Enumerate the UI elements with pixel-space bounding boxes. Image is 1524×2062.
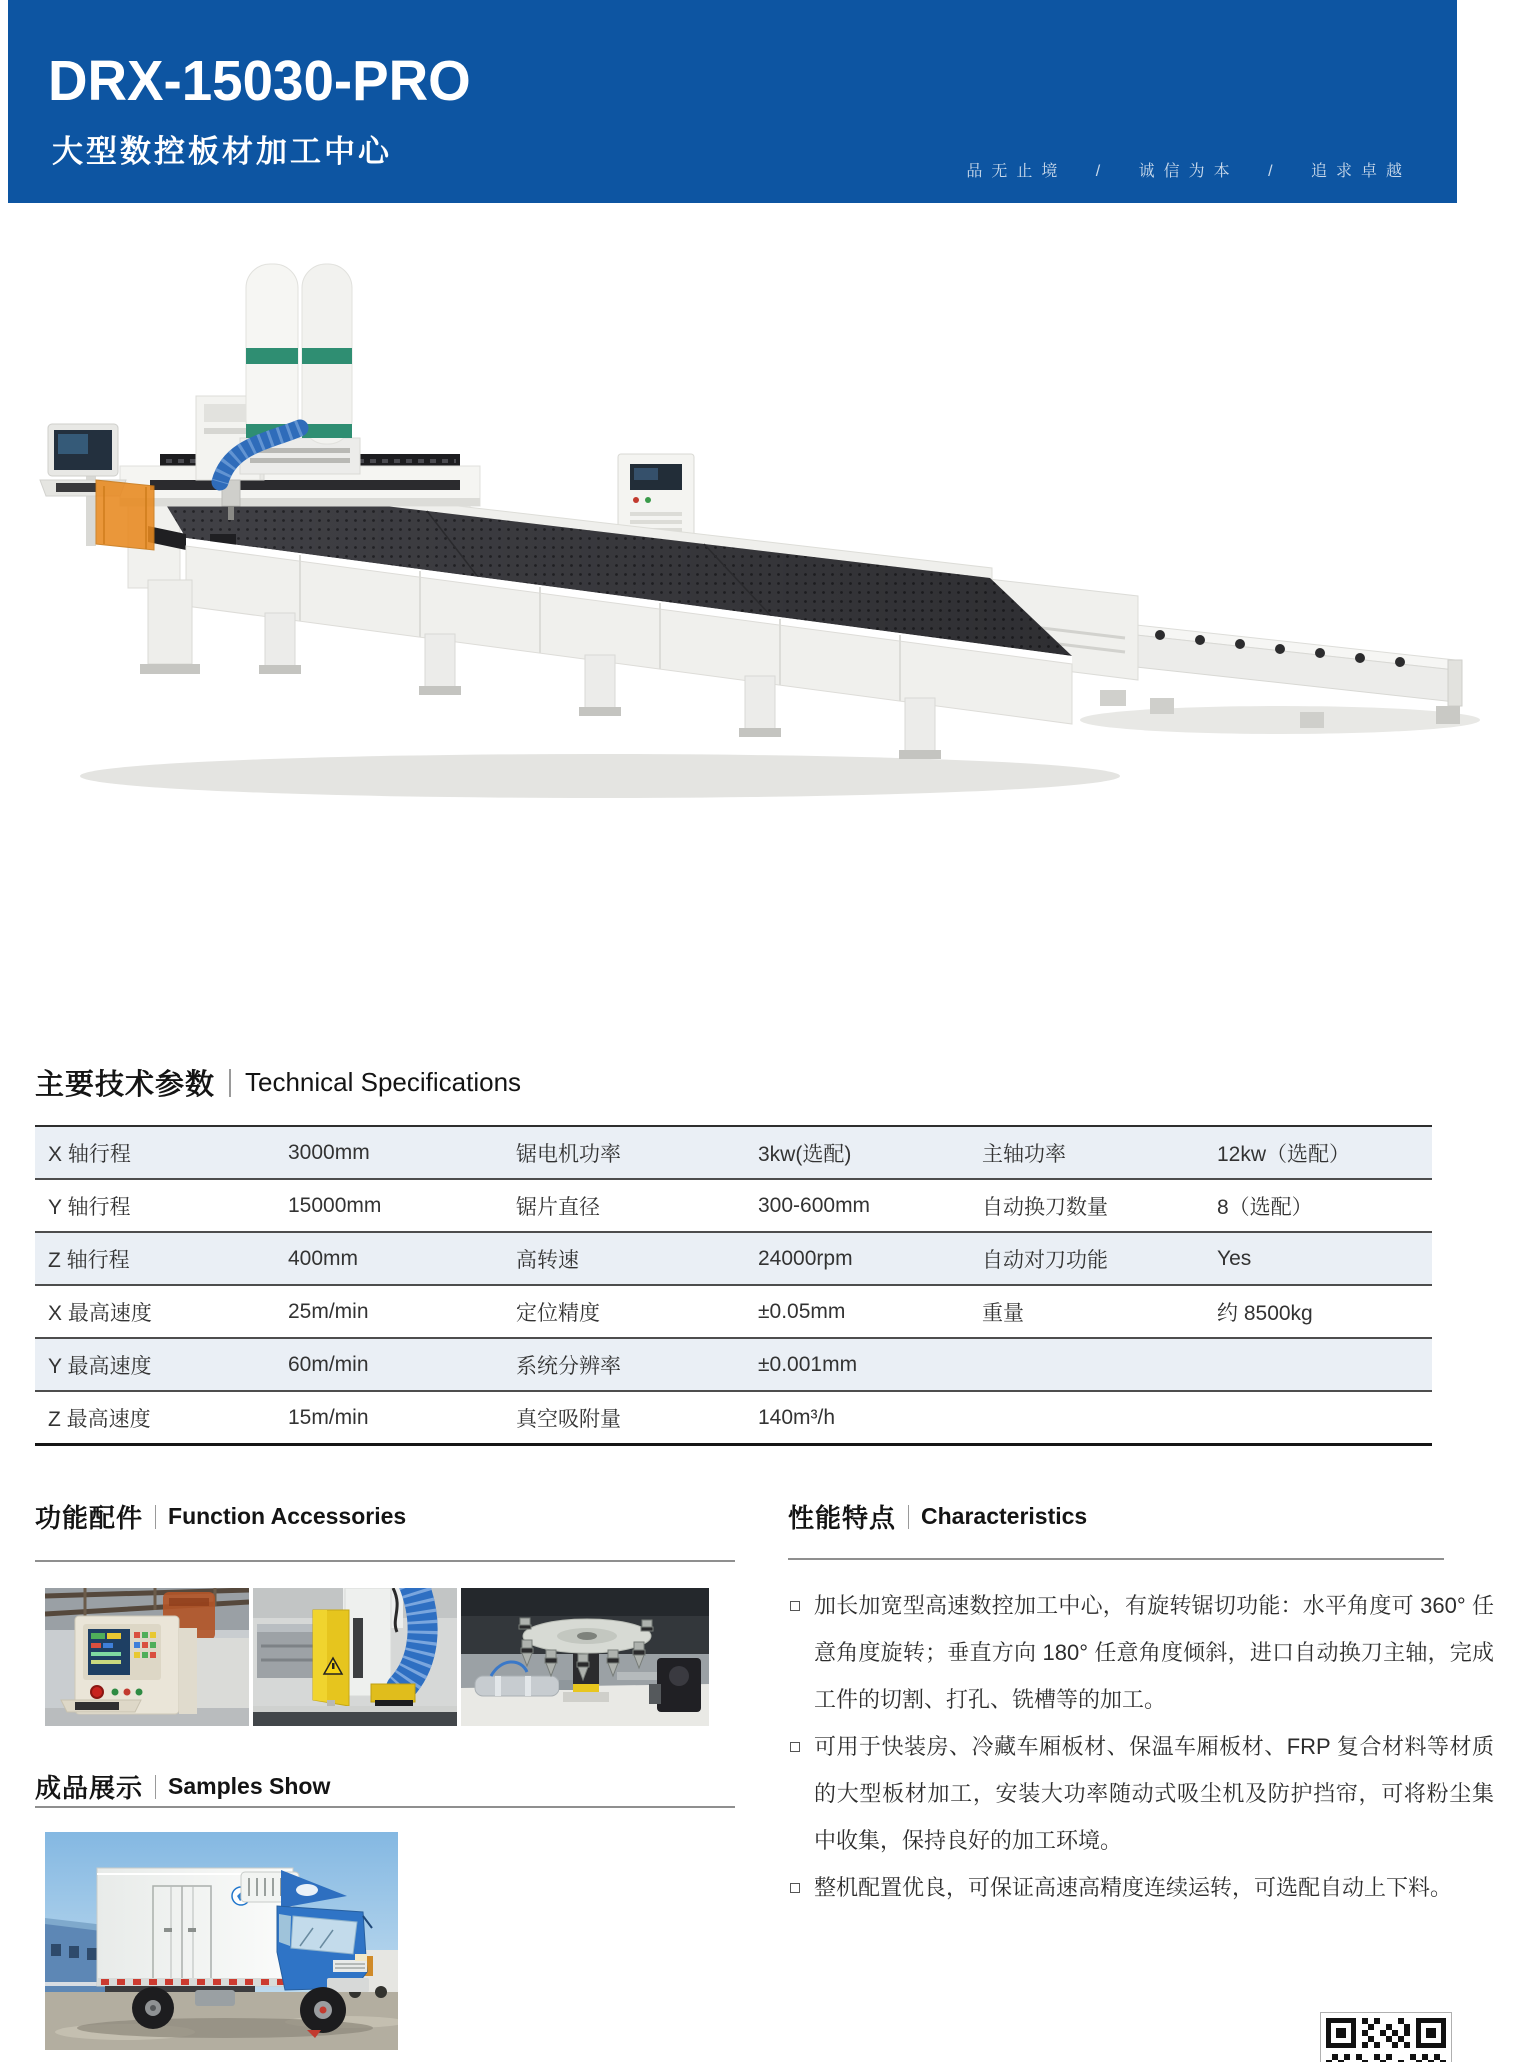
spec-value: 15000mm: [288, 1193, 382, 1217]
accessory-photo-spindle-hose: [253, 1588, 457, 1726]
heading-divider: [155, 1505, 156, 1529]
spec-label: 自动对刀功能: [982, 1248, 1108, 1272]
machine-photo: [0, 228, 1524, 1053]
spec-value: 15m/min: [288, 1405, 369, 1429]
accessory-photo-control-console: [45, 1588, 249, 1726]
spec-row: [35, 1339, 1432, 1392]
spec-label: 系统分辨率: [516, 1354, 621, 1378]
spec-value: 约 8500kg: [1217, 1301, 1313, 1325]
specs-heading-zh: 主要技术参数: [35, 1069, 216, 1101]
spec-label: 定位精度: [516, 1301, 600, 1325]
specs-table: [35, 1125, 1432, 1446]
specs-heading: [35, 1062, 521, 1103]
spec-label: 真空吸附量: [516, 1407, 621, 1431]
samples-heading: [35, 1768, 330, 1805]
spec-value: 3kw(选配): [758, 1142, 852, 1166]
qr-code-image: [1320, 2012, 1452, 2062]
spec-label: Z 轴行程: [48, 1248, 130, 1272]
accessory-photos: [45, 1588, 709, 1726]
heading-divider: [908, 1505, 909, 1529]
spec-label: 高转速: [516, 1248, 579, 1272]
spec-row: [35, 1233, 1432, 1286]
samples-heading-en: Samples Show: [168, 1773, 331, 1799]
spec-value: 3000mm: [288, 1140, 370, 1164]
heading-divider: [155, 1775, 156, 1799]
spec-value: 8（选配）: [1217, 1195, 1313, 1219]
spec-label: 锯片直径: [516, 1195, 600, 1219]
spec-value: 140m³/h: [758, 1405, 836, 1429]
spec-row: [35, 1180, 1432, 1233]
dust-collector-bags: [220, 264, 360, 482]
spec-label: 自动换刀数量: [982, 1195, 1108, 1219]
spec-value: Yes: [1217, 1246, 1252, 1270]
spec-label: 重量: [982, 1301, 1024, 1325]
spec-row: [35, 1127, 1432, 1180]
spec-label: 锯电机功率: [516, 1142, 621, 1166]
characteristics-item: 加长加宽型高速数控加工中心，有旋转锯切功能：水平角度可 360° 任意角度旋转；垂直方向 180° 任意角度倾斜，进口自动换刀主轴，完成工件的切割、打孔、铣槽等的加工。: [788, 1582, 1494, 1723]
product-subtitle: 大型数控板材加工中心: [52, 134, 392, 169]
spec-value: 60m/min: [288, 1352, 369, 1376]
characteristics-heading: [788, 1498, 1087, 1535]
spec-value: ±0.001mm: [758, 1352, 858, 1376]
spec-row: [35, 1392, 1432, 1443]
spec-value: 300-600mm: [758, 1193, 871, 1217]
characteristics-item: 整机配置优良，可保证高速高精度连续运转，可选配自动上下料。: [788, 1864, 1494, 1911]
section-divider: [788, 1558, 1444, 1560]
floor-shadow: [80, 754, 1120, 798]
spec-label: 主轴功率: [982, 1142, 1066, 1166]
spec-value: 400mm: [288, 1246, 359, 1270]
characteristics-item: 可用于快装房、冷藏车厢板材、保温车厢板材、FRP 复合材料等材质的大型板材加工，安装大功率随动式吸尘机及防护挡帘，可将粉尘集中收集，保持良好的加工环境。: [788, 1723, 1494, 1864]
heading-divider: [229, 1069, 231, 1097]
section-divider: [35, 1560, 735, 1562]
brand-tagline: 品无止境 / 诚信为本 / 追求卓越: [966, 163, 1411, 180]
spec-label: Y 最高速度: [48, 1354, 152, 1378]
header-banner: [8, 0, 1457, 203]
accessories-heading: [35, 1498, 406, 1535]
characteristics-heading-zh: 性能特点: [788, 1503, 897, 1533]
spec-value: 12kw（选配）: [1217, 1142, 1351, 1166]
specs-heading-en: Technical Specifications: [245, 1067, 522, 1097]
accessories-heading-zh: 功能配件: [35, 1503, 144, 1533]
spec-row: [35, 1286, 1432, 1339]
sample-photo-box-truck: [45, 1832, 398, 2050]
spec-value: 24000rpm: [758, 1246, 853, 1270]
spec-label: X 轴行程: [48, 1142, 131, 1166]
product-model-title: DRX-15030-PRO: [48, 49, 471, 113]
spec-value: 25m/min: [288, 1299, 369, 1323]
characteristics-heading-en: Characteristics: [921, 1503, 1088, 1529]
spec-label: X 最高速度: [48, 1301, 152, 1325]
samples-heading-zh: 成品展示: [35, 1773, 144, 1803]
accessories-heading-en: Function Accessories: [168, 1503, 407, 1529]
spec-value: ±0.05mm: [758, 1299, 846, 1323]
accessory-photo-tool-changer: [461, 1588, 709, 1726]
characteristics-list: [788, 1582, 1494, 1911]
section-divider: [35, 1806, 735, 1808]
spec-label: Y 轴行程: [48, 1195, 131, 1219]
spec-label: Z 最高速度: [48, 1407, 151, 1431]
